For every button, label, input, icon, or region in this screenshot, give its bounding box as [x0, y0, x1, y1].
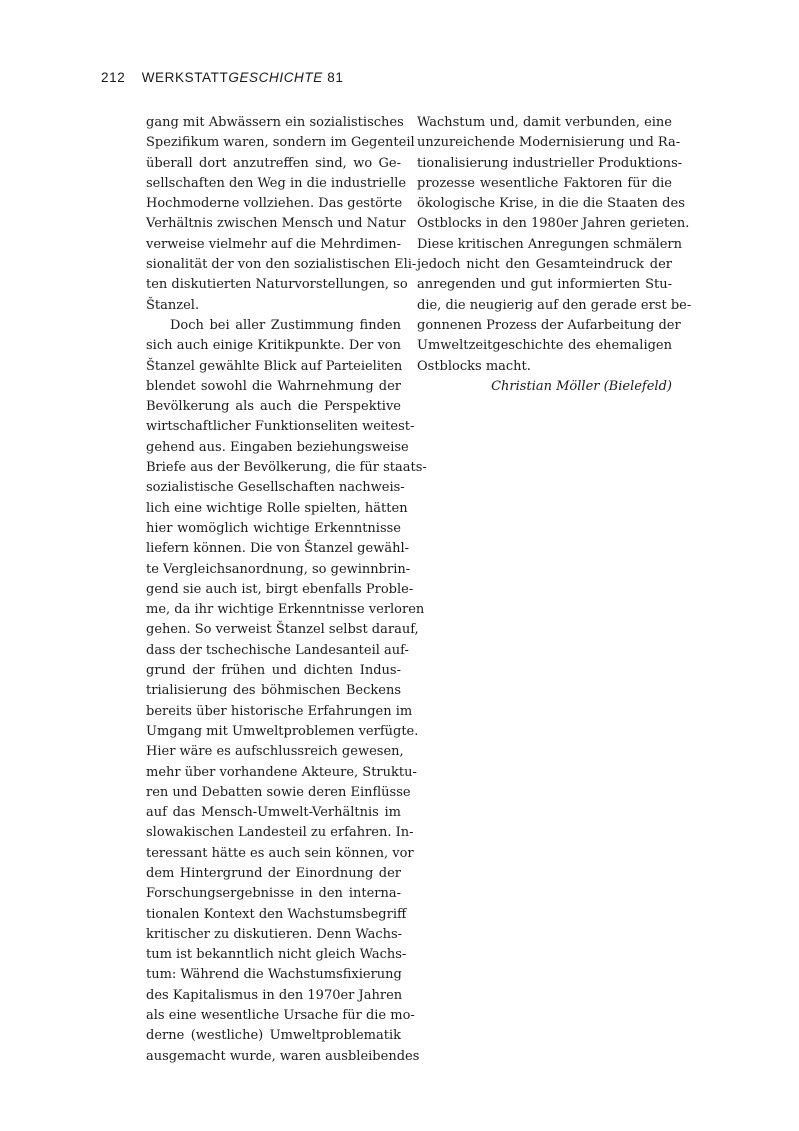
running-head — [101, 70, 343, 85]
text-line: trialisierung des böhmischen Beckens — [146, 683, 401, 699]
text-line: ten diskutierten Naturvorstellungen, so — [146, 277, 408, 293]
text-line: Doch bei aller Zustimmung finden — [170, 317, 401, 333]
text-line: slowakischen Landesteil zu erfahren. In- — [146, 825, 414, 841]
text-line: ausgemacht wurde, waren ausbleibendes — [146, 1048, 420, 1064]
text-line: sionalität der von den sozialistischen Eli- — [146, 257, 417, 273]
text-line: Wachstum und, damit verbunden, eine — [417, 115, 672, 130]
text-line: prozesse wesentliche Faktoren für die — [417, 175, 672, 191]
text-line: anregenden und gut informierten Stu- — [417, 277, 672, 293]
text-line: grund der frühen und dichten Indus- — [146, 663, 401, 679]
text-line: Štanzel. — [146, 297, 200, 313]
text-line: Hier wäre es aufschlussreich gewesen, — [146, 744, 404, 760]
text-line: unzureichende Modernisierung und Ra- — [417, 135, 681, 151]
text-line: verweise vielmehr auf die Mehrdimen- — [146, 236, 402, 252]
text-line: tum: Während die Wachstumsfixierung — [146, 967, 402, 983]
text-line: te Vergleichsanordnung, so gewinnbrin- — [146, 561, 411, 577]
text-line: überall dort anzutreffen sind, wo Ge- — [146, 155, 401, 171]
text-line: Bevölkerung als auch die Perspektive — [146, 399, 401, 415]
text-line: auf das Mensch-Umwelt-Verhältnis im — [146, 805, 401, 821]
journal-title-part-b: GESCHICHTE — [228, 70, 323, 85]
text-line: die, die neugierig auf den gerade erst be- — [417, 297, 692, 313]
text-line: tionalen Kontext den Wachstumsbegriff — [146, 906, 407, 922]
text-line: liefern können. Die von Štanzel gewähl- — [146, 541, 409, 557]
text-line: jedoch nicht den Gesamteindruck der — [417, 257, 672, 273]
text-line: Forschungsergebnisse in den interna- — [146, 886, 401, 902]
journal-title — [142, 70, 344, 85]
issue-number: 81 — [327, 70, 344, 85]
text-line: Umweltzeitgeschichte des ehemaligen — [417, 338, 672, 354]
page-number: 212 — [101, 70, 126, 85]
text-line: gonnenen Prozess der Aufarbeitung der — [417, 317, 681, 333]
text-line: mehr über vorhandene Akteure, Struktu- — [146, 764, 417, 780]
text-line: Umgang mit Umweltproblemen verfügte. — [146, 723, 419, 739]
text-line: Hochmoderne vollziehen. Das gestörte — [146, 196, 403, 212]
left-column — [146, 113, 427, 1067]
text-line: bereits über historische Erfahrungen im — [146, 703, 413, 719]
text-line: Ostblocks macht. — [417, 358, 531, 374]
text-line: des Kapitalismus in den 1970er Jahren — [146, 987, 403, 1003]
text-line: Štanzel gewählte Blick auf Parteieliten — [146, 358, 403, 374]
text-line: sich auch einige Kritikpunkte. Der von — [146, 338, 401, 354]
text-line: Spezifikum waren, sondern im Gegenteil — [146, 135, 415, 151]
text-line: ökologische Krise, in die die Staaten des — [417, 196, 685, 212]
text-line: dass der tschechische Landesanteil auf- — [146, 642, 409, 658]
text-line: lich eine wichtige Rolle spielten, hätten — [146, 500, 408, 516]
text-line: ren und Debatten sowie deren Einflüsse — [146, 784, 411, 800]
text-line: wirtschaftlicher Funktionseliten weitest- — [146, 419, 415, 435]
text-line: kritischer zu diskutieren. Denn Wachs- — [146, 926, 403, 942]
journal-title-part-a: WERKSTATT — [141, 70, 229, 85]
text-line: teressant hätte es auch sein können, vor — [146, 845, 414, 861]
right-column — [417, 113, 692, 397]
text-line: blendet sowohl die Wahrnehmung der — [146, 378, 401, 394]
text-line: gehend aus. Eingaben beziehungsweise — [146, 439, 409, 455]
text-line: gang mit Abwässern ein sozialistisches — [146, 115, 404, 130]
text-line: als eine wesentliche Ursache für die mo- — [146, 1008, 415, 1024]
text-line: tionalisierung industrieller Produktions- — [417, 155, 683, 171]
text-line: Ostblocks in den 1980er Jahren gerieten. — [417, 216, 690, 232]
text-line: gend sie auch ist, birgt ebenfalls Proble- — [146, 581, 414, 597]
text-line: tum ist bekanntlich nicht gleich Wachs- — [146, 947, 407, 963]
text-line: derne (westliche) Umweltproblematik — [146, 1028, 401, 1044]
review-author-byline: Christian Möller (Bielefeld) — [491, 378, 672, 394]
text-line: Briefe aus der Bevölkerung, die für staats- — [146, 460, 427, 476]
text-line: me, da ihr wichtige Erkenntnisse verloren — [146, 602, 425, 618]
text-line: sellschaften den Weg in die industrielle — [146, 175, 407, 191]
text-line: dem Hintergrund der Einordnung der — [146, 865, 401, 881]
text-line: Diese kritischen Anregungen schmälern — [417, 236, 683, 252]
text-line: gehen. So verweist Štanzel selbst darauf, — [146, 622, 419, 638]
text-line: sozialistische Gesellschaften nachweis- — [146, 480, 405, 496]
text-line: hier womöglich wichtige Erkenntnisse — [146, 520, 401, 536]
text-line: Verhältnis zwischen Mensch und Natur — [146, 216, 406, 232]
